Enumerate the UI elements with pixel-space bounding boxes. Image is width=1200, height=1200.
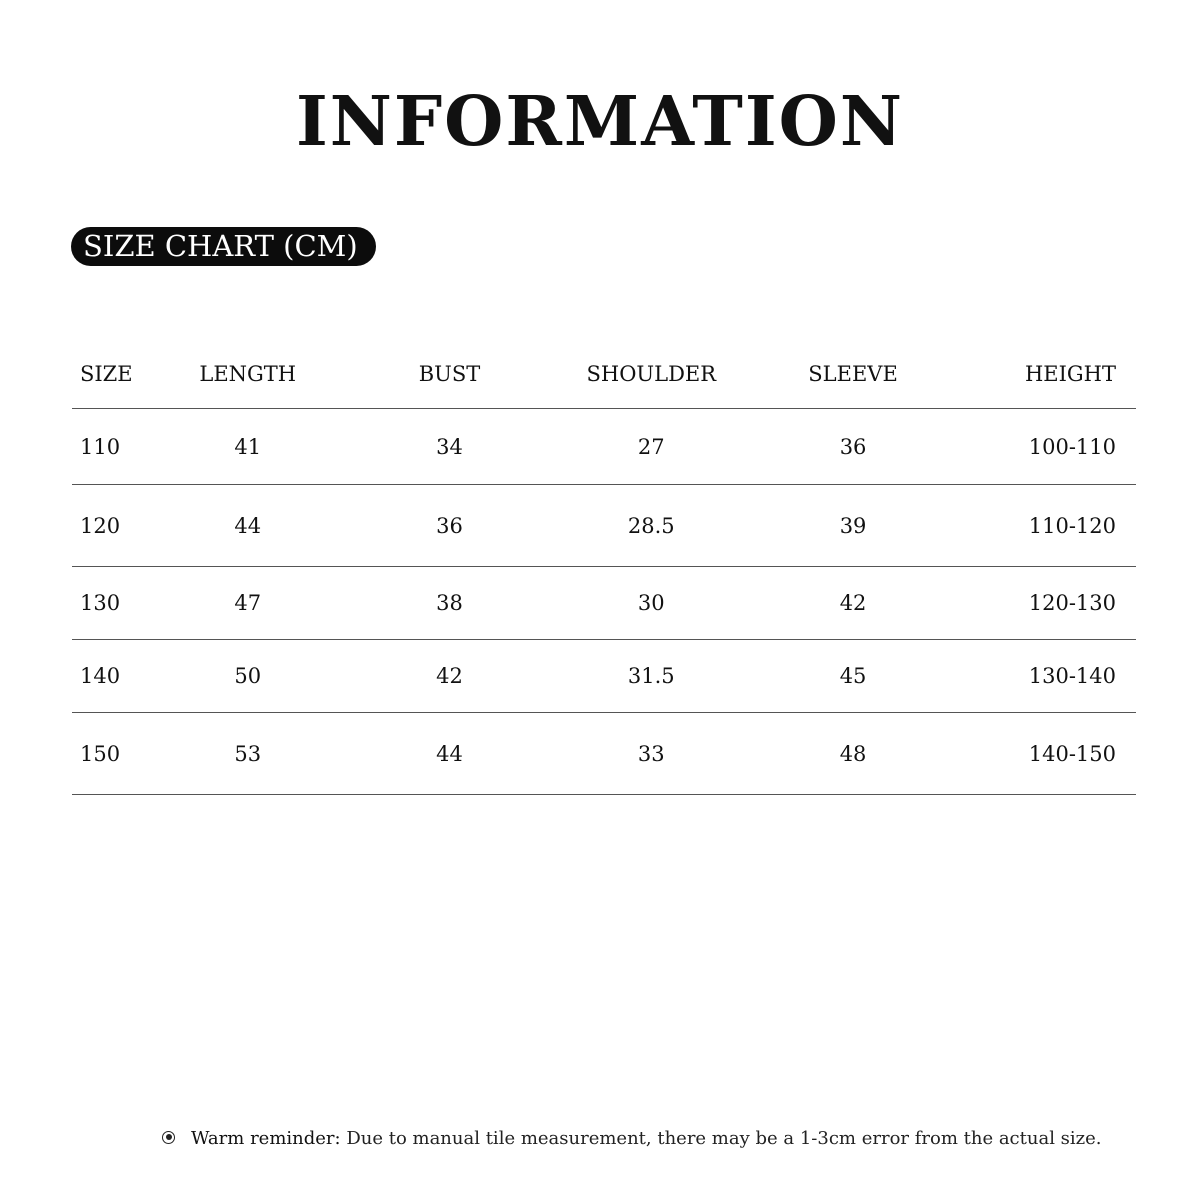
- cell-height: 110-120: [954, 485, 1136, 567]
- cell-height: 120-130: [954, 567, 1136, 640]
- table-header-row: [72, 340, 1136, 409]
- header-length: LENGTH: [147, 340, 349, 409]
- cell-sleeve: 48: [752, 713, 954, 795]
- cell-shoulder: 28.5: [550, 485, 752, 567]
- warm-reminder: [162, 1126, 1102, 1152]
- page-title: INFORMATION: [295, 82, 905, 162]
- header-shoulder: SHOULDER: [550, 340, 752, 409]
- cell-bust: 44: [349, 713, 551, 795]
- cell-height: 100-110: [954, 409, 1136, 485]
- header-height: HEIGHT: [954, 340, 1136, 409]
- cell-length: 41: [147, 409, 349, 485]
- cell-shoulder: 30: [550, 567, 752, 640]
- cell-length: 44: [147, 485, 349, 567]
- table-row: [72, 567, 1136, 640]
- cell-length: 50: [147, 640, 349, 713]
- cell-shoulder: 31.5: [550, 640, 752, 713]
- cell-bust: 42: [349, 640, 551, 713]
- size-chart-table: [72, 340, 1136, 795]
- cell-height: 140-150: [954, 713, 1136, 795]
- cell-sleeve: 39: [752, 485, 954, 567]
- cell-sleeve: 42: [752, 567, 954, 640]
- table-row: [72, 409, 1136, 485]
- cell-shoulder: 27: [550, 409, 752, 485]
- radio-bullet-icon: [162, 1131, 175, 1144]
- cell-size: 140: [72, 640, 147, 713]
- cell-size: 150: [72, 713, 147, 795]
- cell-bust: 36: [349, 485, 551, 567]
- warm-reminder-label: Warm reminder:: [191, 1128, 341, 1149]
- cell-bust: 34: [349, 409, 551, 485]
- cell-height: 130-140: [954, 640, 1136, 713]
- cell-size: 110: [72, 409, 147, 485]
- header-bust: BUST: [349, 340, 551, 409]
- cell-sleeve: 36: [752, 409, 954, 485]
- size-chart-label: SIZE CHART (CM): [71, 227, 376, 266]
- table-row: [72, 640, 1136, 713]
- cell-size: 130: [72, 567, 147, 640]
- warm-reminder-text: Due to manual tile measurement, there may be a 1-3cm error from the actual size.: [340, 1128, 1102, 1149]
- cell-shoulder: 33: [550, 713, 752, 795]
- header-size: SIZE: [72, 340, 147, 409]
- table-row: [72, 485, 1136, 567]
- cell-length: 47: [147, 567, 349, 640]
- cell-length: 53: [147, 713, 349, 795]
- table-row: [72, 713, 1136, 795]
- cell-bust: 38: [349, 567, 551, 640]
- cell-size: 120: [72, 485, 147, 567]
- cell-sleeve: 45: [752, 640, 954, 713]
- header-sleeve: SLEEVE: [752, 340, 954, 409]
